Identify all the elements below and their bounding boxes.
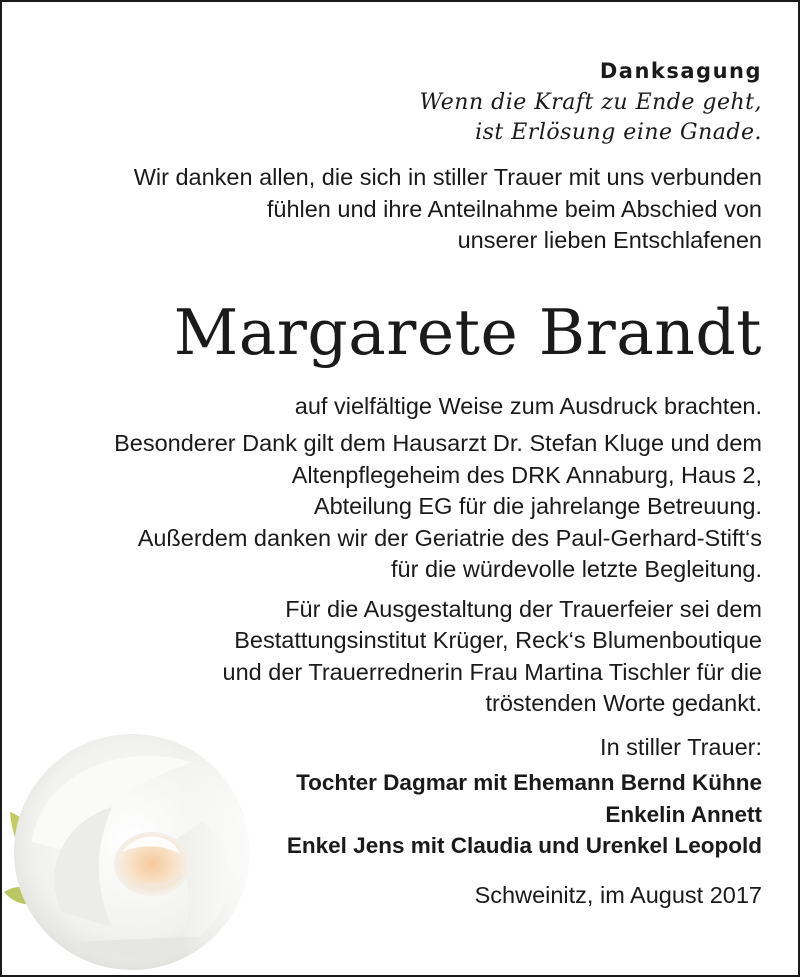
family-list [22, 767, 762, 862]
after-name-line [22, 391, 762, 423]
ceremony-thanks-line: tröstenden Worte gedankt. [485, 690, 762, 716]
special-thanks-line: Altenpflegeheim des DRK Annaburg, Haus 2, [291, 461, 762, 488]
ceremony-thanks-line: und der Trauerrednerin Frau Martina Tischler für die [222, 658, 762, 685]
deceased-name: Margarete Brandt [173, 295, 762, 369]
intro-line: Wir danken allen, die sich in stiller Trauer mit uns verbunden [133, 164, 762, 190]
motto-line: Wenn die Kraft zu Ende geht, [419, 90, 762, 115]
intro-line: fühlen und ihre Anteilnahme beim Abschied von [266, 195, 762, 222]
special-thanks-line: Außerdem danken wir der Geriatrie des Paul-Gerhard-Stift‘s [137, 524, 762, 551]
special-thanks-line: Besonderer Dank gilt dem Hausarzt Dr. Stefan Kluge und dem [114, 430, 762, 456]
ceremony-thanks-line: Für die Ausgestaltung der Trauerfeier sei dem [285, 595, 762, 622]
motto [22, 88, 762, 148]
family-member: Enkel Jens mit Claudia und Urenkel Leopold [286, 833, 762, 858]
place-date: Schweinitz, im August 2017 [474, 881, 762, 908]
family-member: Tochter Dagmar mit Ehemann Bernd Kühne [296, 770, 762, 795]
heading: Danksagung [599, 59, 762, 83]
mourning-label-line [22, 732, 762, 764]
motto-line: ist Erlösung eine Gnade. [475, 120, 762, 145]
ceremony-thanks-line: Bestattungsinstitut Krüger, Reck‘s Blumenboutique [234, 627, 762, 653]
intro-paragraph [22, 162, 762, 257]
intro-line: unserer lieben Entschlafenen [457, 227, 762, 253]
after-name-text: auf vielfältige Weise zum Ausdruck brachten. [294, 392, 762, 419]
mourning-label: In stiller Trauer: [600, 733, 762, 760]
special-thanks-line: für die würdevolle letzte Begleitung. [391, 556, 762, 582]
obituary-text [22, 54, 762, 911]
special-thanks-line: Abteilung EG für die jahrelange Betreuung. [313, 493, 762, 519]
family-member: Enkelin Annett [605, 801, 762, 827]
ceremony-thanks-paragraph [22, 594, 762, 720]
special-thanks-paragraph [22, 428, 762, 586]
